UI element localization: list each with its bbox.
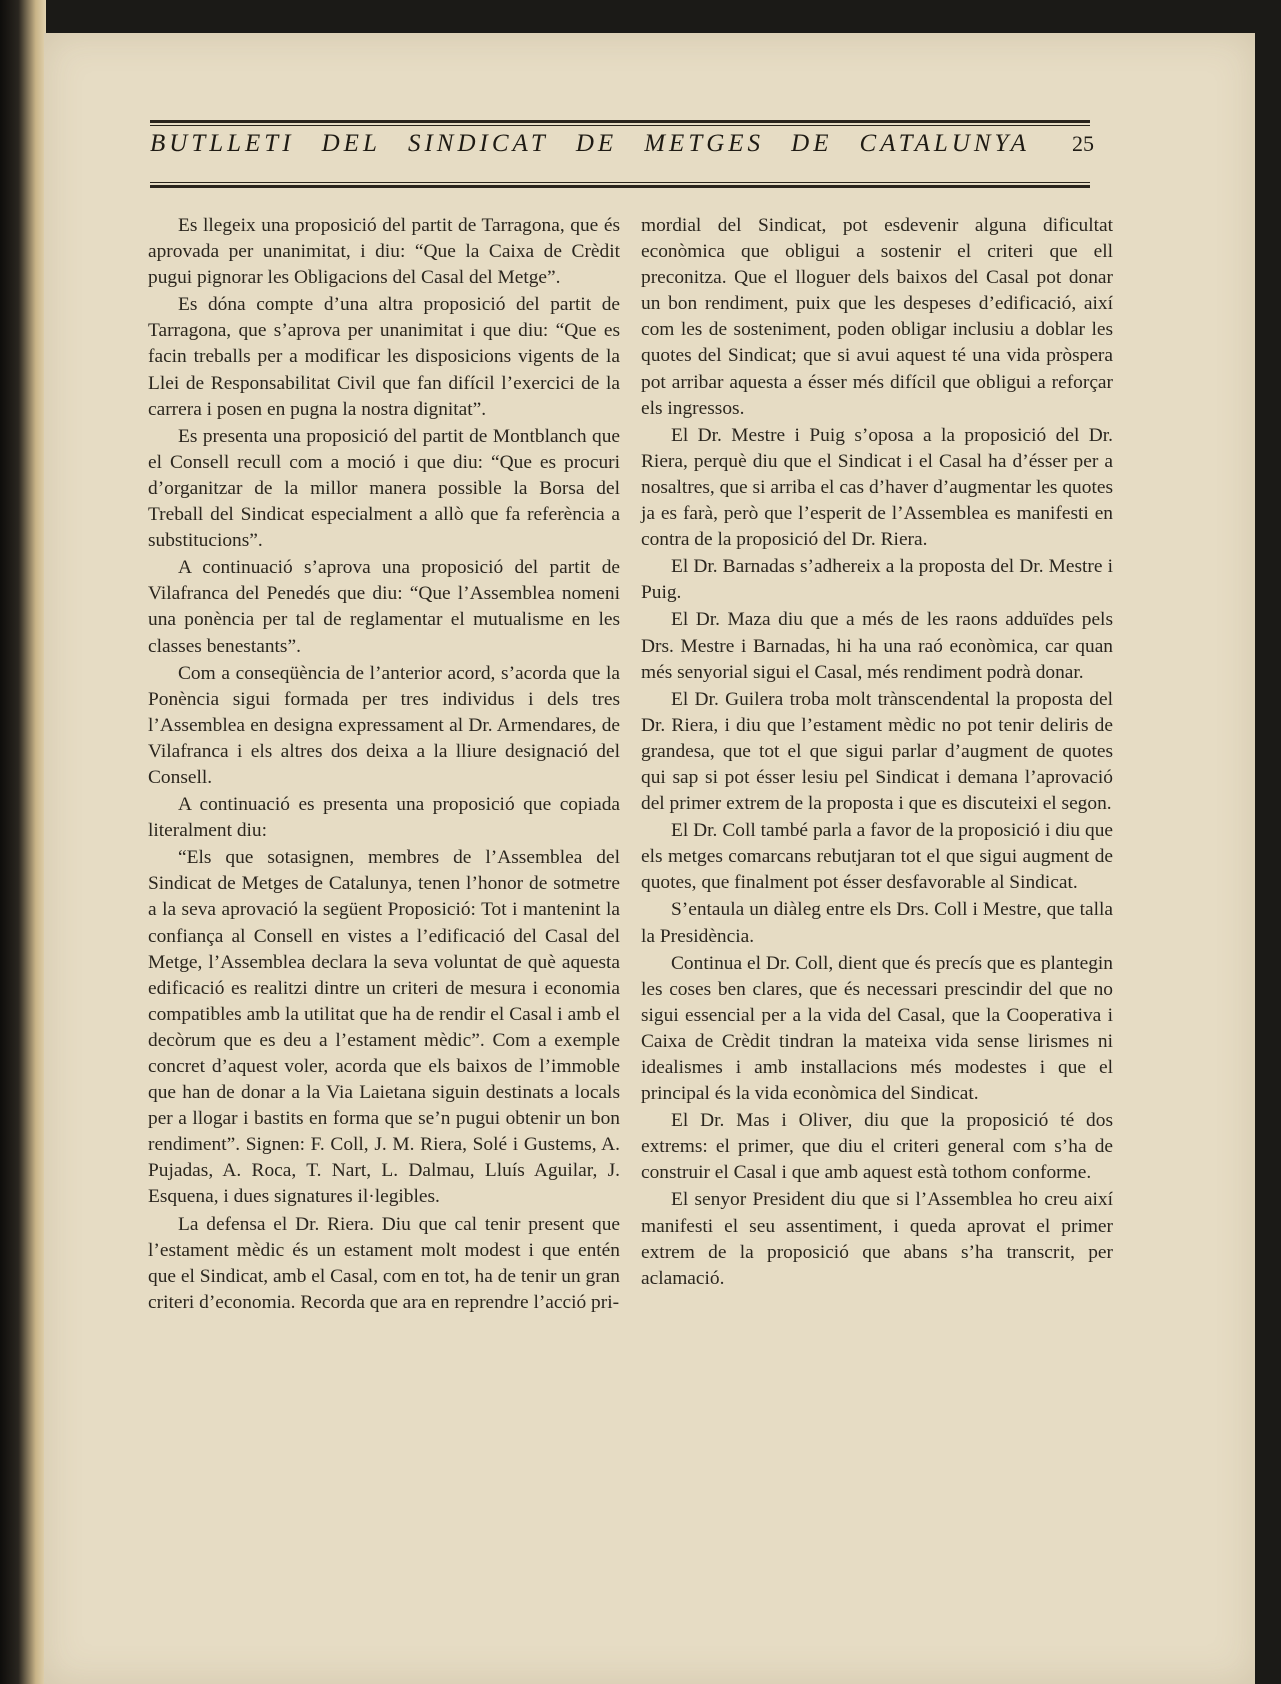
title-word: DE [575,130,618,157]
paragraph: El Dr. Mas i Oliver, diu que la proposició té dos extrems: el primer, que diu el criteri general com s’ha de construir el Casal i que amb aquest està tothom conforme. [641,1110,1113,1184]
title-word: DEL [321,130,381,157]
paragraph: Es llegeix una proposició del partit de Tarragona, que és aprovada per unanimitat, i diu: “Que la Caixa de Crèdit pugui pignorar les Obligacions del Casal del Metge”. [148,215,620,289]
header-rule-top-thin [150,125,1090,126]
paragraph: Com a conseqüència de l’anterior acord, s’acorda que la Ponència sigui formada per tres individus i dels tres l’Assemblea en designa expressament al Dr. Armendares, de Vilafranca i els altres dos deixa a la lliure designació del Consell. [148,662,620,788]
book-spine-edge [0,0,46,1684]
left-column [148,213,620,1316]
paragraph: S’entaula un diàleg entre els Drs. Coll i Mestre, que talla la Presidència. [641,899,1113,947]
paragraph: Es dóna compte d’una altra proposició del partit de Tarragona, que s’aprova per unanimitat i que diu: “Que es facin treballs per a modificar les disposicions vigents de la Llei de Responsabilitat Civil que fan difícil l’exercici de la carrera i posen en pugna la nostra dignitat”. [148,294,620,420]
running-header [150,85,1094,205]
title-word: DE [791,130,833,157]
paragraph: El Dr. Barnadas s’adhereix a la proposta del Dr. Mestre i Puig. [641,556,1113,604]
right-column [641,213,1113,1292]
paragraph: El senyor President diu que si l’Assemblea ho creu així manifesti el seu assentiment, i queda aprovat el primer extrem de la proposició que abans s’ha transcrit, per aclamació. [641,1189,1113,1289]
paragraph: “Els que sotasignen, membres de l’Assemblea del Sindicat de Metges de Catalunya, tenen l’honor de sotmetre a la seva aprovació la següent Proposició: Tot i mantenint la confiança al Consell en vistes a l’edificació del Casal del Metge, l’Assemblea declara la seva voluntat de què aquesta edificació es realitzi dintre un criteri de mesura i economia compatibles amb la utilitat que ha de rendir el Casal i amb el decòrum que es deu a l’estament mèdic”. Com a exemple concret d’aquest voler, acorda que els baixos de l’immoble que han de donar a la Via Laietana siguin destinats a locals per a llogar i bastits en forma que se’n pugui obtenir un bon rendiment”. Signen: F. Coll, J. M. Riera, Solé i Gustems, A. Pujadas, A. Roca, T. Nart, L. Dalmau, Lluís Aguilar, J. Esquena, i dues signatures il·legibles. [148,847,620,1208]
paragraph: Es presenta una proposició del partit de Montblanch que el Consell recull com a moció i que diu: “Que es procuri d’organitzar de la millor manera possible la Borsa del Treball del Sindicat especialment a allò que fa referència a substitucions”. [148,425,620,552]
paragraph: mordial del Sindicat, pot esdevenir alguna dificultat econòmica que obligui a sostenir el criteri que ell preconitza. Que el lloguer dels baixos del Casal pot donar un bon rendiment, puix que les despeses d’edificació, així com les de sosteniment, poden obligar inclusiu a doblar les quotes del Sindicat; que si avui aquest té una vida pròspera pot arribar aquesta a ésser més difícil que obligui a reforçar els ingressos. [641,215,1113,419]
header-rule-bottom-thin [150,182,1090,183]
paragraph: El Dr. Coll també parla a favor de la proposició i diu que els metges comarcans rebutjaran tot el que sigui augment de quotes, que finalment pot ésser desfavorable al Sindicat. [641,820,1113,894]
title-word: CATALUNYA [859,130,1030,157]
title-word: METGES [644,130,765,157]
header-rule-bottom [150,185,1090,188]
header-rule-top [150,120,1090,123]
paragraph: A continuació es presenta una proposició que copiada literalment diu: [148,794,620,842]
paragraph: La defensa el Dr. Riera. Diu que cal tenir present que l’estament mèdic és un estament molt modest i que entén que el Sindicat, amb el Casal, com en tot, ha de tenir un gran criteri d’economia. Recorda que ara en reprendre l’acció pri- [148,1213,620,1313]
paragraph: Continua el Dr. Coll, dient que és precís que es plantegin les coses ben clares, que és necessari prescindir del que no sigui essencial per a la vida del Casal, que la Cooperativa i Caixa de Crèdit tindran la mateixa vida sense lirismes ni idealismes i amb installacions més modestes i que el principal és la vida econòmica del Sindicat. [641,952,1113,1105]
title-word: SINDICAT [407,130,549,157]
journal-title [150,130,1030,158]
paragraph: El Dr. Mestre i Puig s’oposa a la proposició del Dr. Riera, perquè diu que el Sindicat i el Casal ha d’ésser per a nosaltres, que si arriba el cas d’haver d’augmentar les quotes ja es farà, però que l’esperit de l’Assemblea es manifesti en contra de la proposició del Dr. Riera. [641,424,1113,551]
title-word: BUTLLETI [150,130,295,157]
paragraph: El Dr. Guilera troba molt trànscendental la proposta del Dr. Riera, i diu que l’estament mèdic no pot tenir deliris de grandesa, que tot el que sigui parlar d’augment de quotes qui sap si pot ésser lesiu pel Sindicat i demana l’aprovació del primer extrem de la proposta i que es discuteixi el segon. [641,688,1113,815]
paragraph: El Dr. Maza diu que a més de les raons adduïdes pels Drs. Mestre i Barnadas, hi ha una raó econòmica, car quan més senyorial sigui el Casal, més rendiment podrà donar. [641,609,1113,683]
page-number: 25 [1072,131,1094,156]
paragraph: A continuació s’aprova una proposició del partit de Vilafranca del Penedés que diu: “Que l’Assemblea nomeni una ponència per tal de reglamentar el mutualisme en les classes benestants”. [148,557,620,657]
